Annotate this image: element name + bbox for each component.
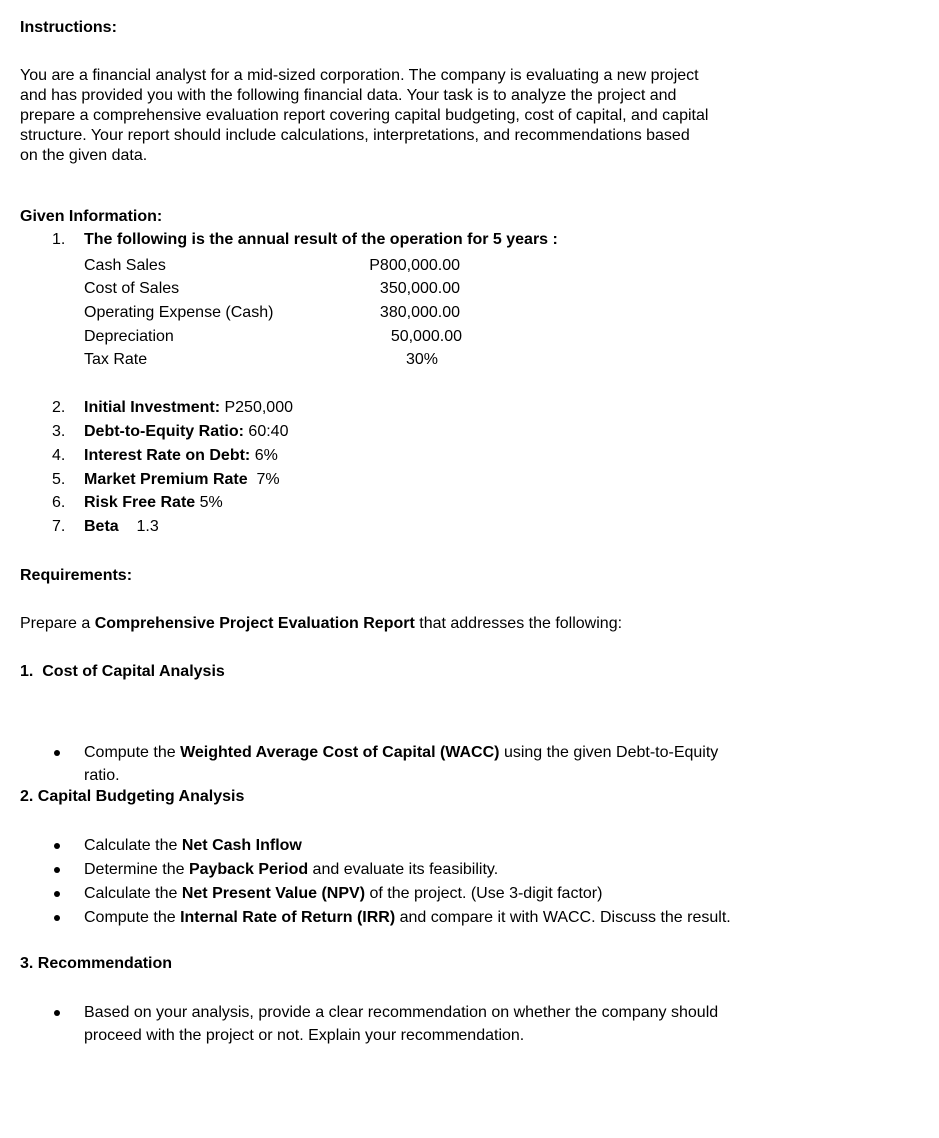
table-row-value: 380,000.00 xyxy=(379,304,460,321)
bullet-text: Determine the xyxy=(84,861,189,878)
bullet-text: Compute the xyxy=(84,744,181,761)
table-row-label: Tax Rate xyxy=(84,351,148,368)
bullet-text: Compute the xyxy=(84,909,181,926)
bullet-text: of the project. (Use 3-digit factor) xyxy=(365,885,603,902)
given-item-number: 5. xyxy=(52,471,66,488)
bullet-continuation: proceed with the project or not. Explain your recommendation. xyxy=(84,1027,525,1044)
item-value: 5% xyxy=(195,494,223,511)
table-row-value: 50,000.00 xyxy=(390,328,462,345)
item-label: Debt-to-Equity Ratio: xyxy=(84,423,244,440)
given-info-heading: Given Information: xyxy=(20,208,163,225)
intro-line: You are a financial analyst for a mid-sized corporation. The company is evaluating a new project xyxy=(20,67,699,84)
table-row-value: 30% xyxy=(405,351,438,368)
section-heading-capital-budgeting: 2. Capital Budgeting Analysis xyxy=(20,788,245,805)
given-item-beta xyxy=(84,517,159,537)
report-title: Comprehensive Project Evaluation Report xyxy=(94,615,415,632)
table-row-label: Operating Expense (Cash) xyxy=(84,304,274,321)
bullet-dot xyxy=(54,867,60,873)
section-heading-recommendation: 3. Recommendation xyxy=(20,955,173,972)
bullet-net-cash-inflow xyxy=(84,836,302,856)
intro-text: that addresses the following: xyxy=(414,615,623,632)
bullet-text: Calculate the xyxy=(84,837,182,854)
bullet-payback-period xyxy=(84,860,498,880)
table-row-label: Cash Sales xyxy=(84,257,166,274)
bullet-text: and evaluate its feasibility. xyxy=(308,861,499,878)
table-row-label: Depreciation xyxy=(84,328,174,345)
bullet-irr xyxy=(84,908,731,928)
section-heading-cost-of-capital: 1. Cost of Capital Analysis xyxy=(20,663,225,680)
given-item-number: 6. xyxy=(52,494,66,511)
bullet-dot xyxy=(54,915,60,921)
given-item-risk-free xyxy=(84,493,223,513)
item-value: 60:40 xyxy=(243,423,289,440)
table-row-value: 350,000.00 xyxy=(379,280,460,297)
intro-line: and has provided you with the following financial data. Your task is to analyze the project and xyxy=(20,87,677,104)
given-item-1-label: The following is the annual result of the operation for 5 years : xyxy=(84,231,558,248)
given-item-debt-equity xyxy=(84,422,288,442)
intro-text: Prepare a xyxy=(20,615,95,632)
intro-line: structure. Your report should include calculations, interpretations, and recommendations based xyxy=(20,127,690,144)
item-label: Initial Investment: xyxy=(84,399,221,416)
item-label: Market Premium Rate xyxy=(84,471,248,488)
bullet-dot xyxy=(54,843,60,849)
bullet-wacc xyxy=(84,743,718,763)
bullet-text: and compare it with WACC. Discuss the result. xyxy=(395,909,731,926)
bullet-bold-term: Payback Period xyxy=(188,861,309,878)
item-label: Risk Free Rate xyxy=(84,494,196,511)
item-value: P250,000 xyxy=(220,399,293,416)
given-item-initial-investment xyxy=(84,398,293,418)
item-label: Interest Rate on Debt: xyxy=(84,447,251,464)
given-item-number: 2. xyxy=(52,399,66,416)
bullet-bold-term: Weighted Average Cost of Capital (WACC) xyxy=(180,744,500,761)
given-item-number: 1. xyxy=(52,231,66,248)
given-item-number: 4. xyxy=(52,447,66,464)
given-item-number: 3. xyxy=(52,423,66,440)
table-row-label: Cost of Sales xyxy=(84,280,180,297)
item-value: 7% xyxy=(247,471,280,488)
given-item-market-premium xyxy=(84,470,280,490)
requirements-heading: Requirements: xyxy=(20,567,133,584)
given-item-interest-rate xyxy=(84,446,278,466)
item-label: Beta xyxy=(84,518,119,535)
item-value: 1.3 xyxy=(118,518,159,535)
bullet-continuation: ratio. xyxy=(84,767,120,784)
table-row-value: P800,000.00 xyxy=(369,257,460,274)
requirements-intro xyxy=(20,614,622,634)
bullet-recommendation: Based on your analysis, provide a clear recommendation on whether the company should xyxy=(84,1004,719,1021)
bullet-bold-term: Internal Rate of Return (IRR) xyxy=(180,909,396,926)
bullet-dot xyxy=(54,1010,60,1016)
bullet-bold-term: Net Cash Inflow xyxy=(181,837,302,854)
item-value: 6% xyxy=(250,447,278,464)
intro-line: on the given data. xyxy=(20,147,148,164)
intro-line: prepare a comprehensive evaluation report covering capital budgeting, cost of capital, and capital xyxy=(20,107,709,124)
bullet-bold-term: Net Present Value (NPV) xyxy=(181,885,366,902)
bullet-text: Calculate the xyxy=(84,885,182,902)
bullet-npv xyxy=(84,884,602,904)
bullet-dot xyxy=(54,891,60,897)
bullet-text: using the given Debt-to-Equity xyxy=(499,744,719,761)
bullet-dot xyxy=(54,750,60,756)
instructions-heading: Instructions: xyxy=(20,19,117,36)
given-item-number: 7. xyxy=(52,518,66,535)
intro-paragraph xyxy=(20,66,900,166)
